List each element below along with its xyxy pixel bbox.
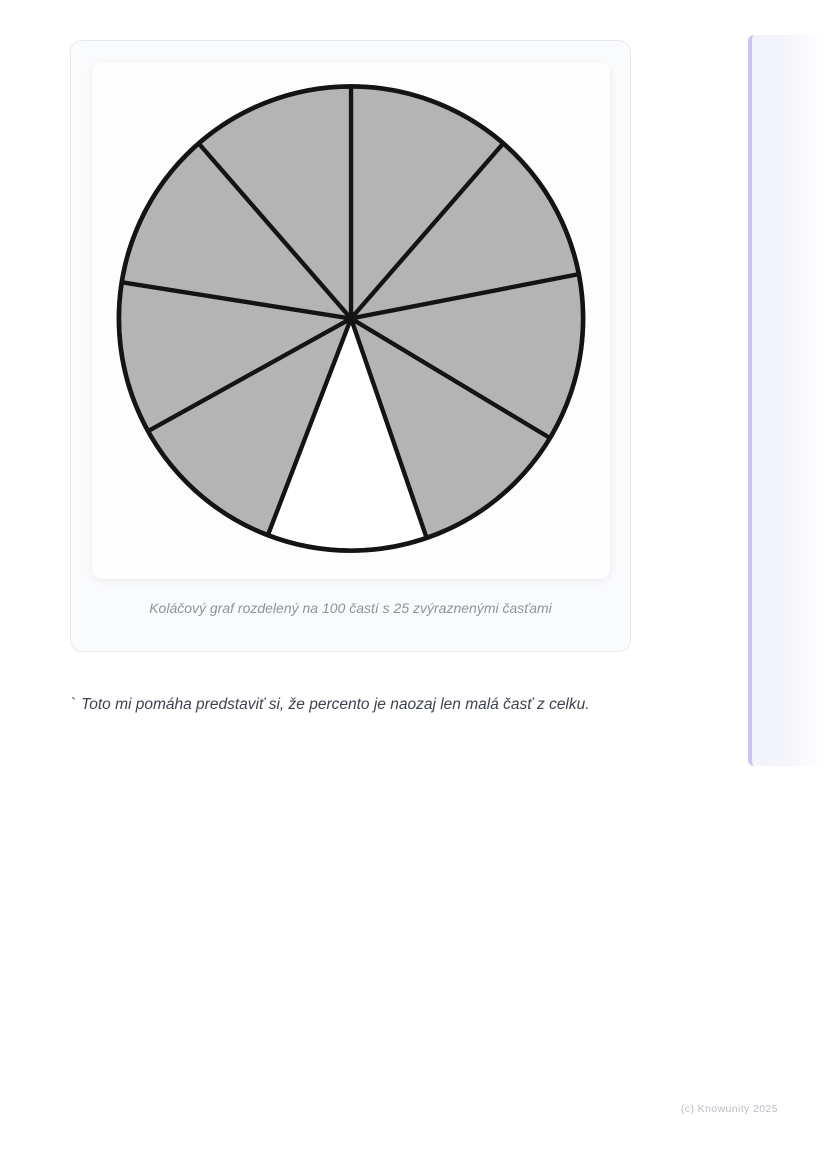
quote-line — [71, 694, 711, 716]
quote-text: Toto mi pomáha predstaviť si, že percento je naozaj len malá časť z celku. — [81, 696, 590, 713]
figure-card — [70, 40, 631, 652]
footer-credit: (c) Knowunity 2025 — [680, 1103, 778, 1115]
pie-chart — [92, 62, 610, 579]
next-page-edge — [748, 35, 828, 766]
quote-marker: ` — [71, 696, 77, 713]
figure-caption: Koláčový graf rozdelený na 100 častí s 25 zvýraznenými časťami — [149, 600, 552, 616]
figure-image — [92, 62, 610, 579]
